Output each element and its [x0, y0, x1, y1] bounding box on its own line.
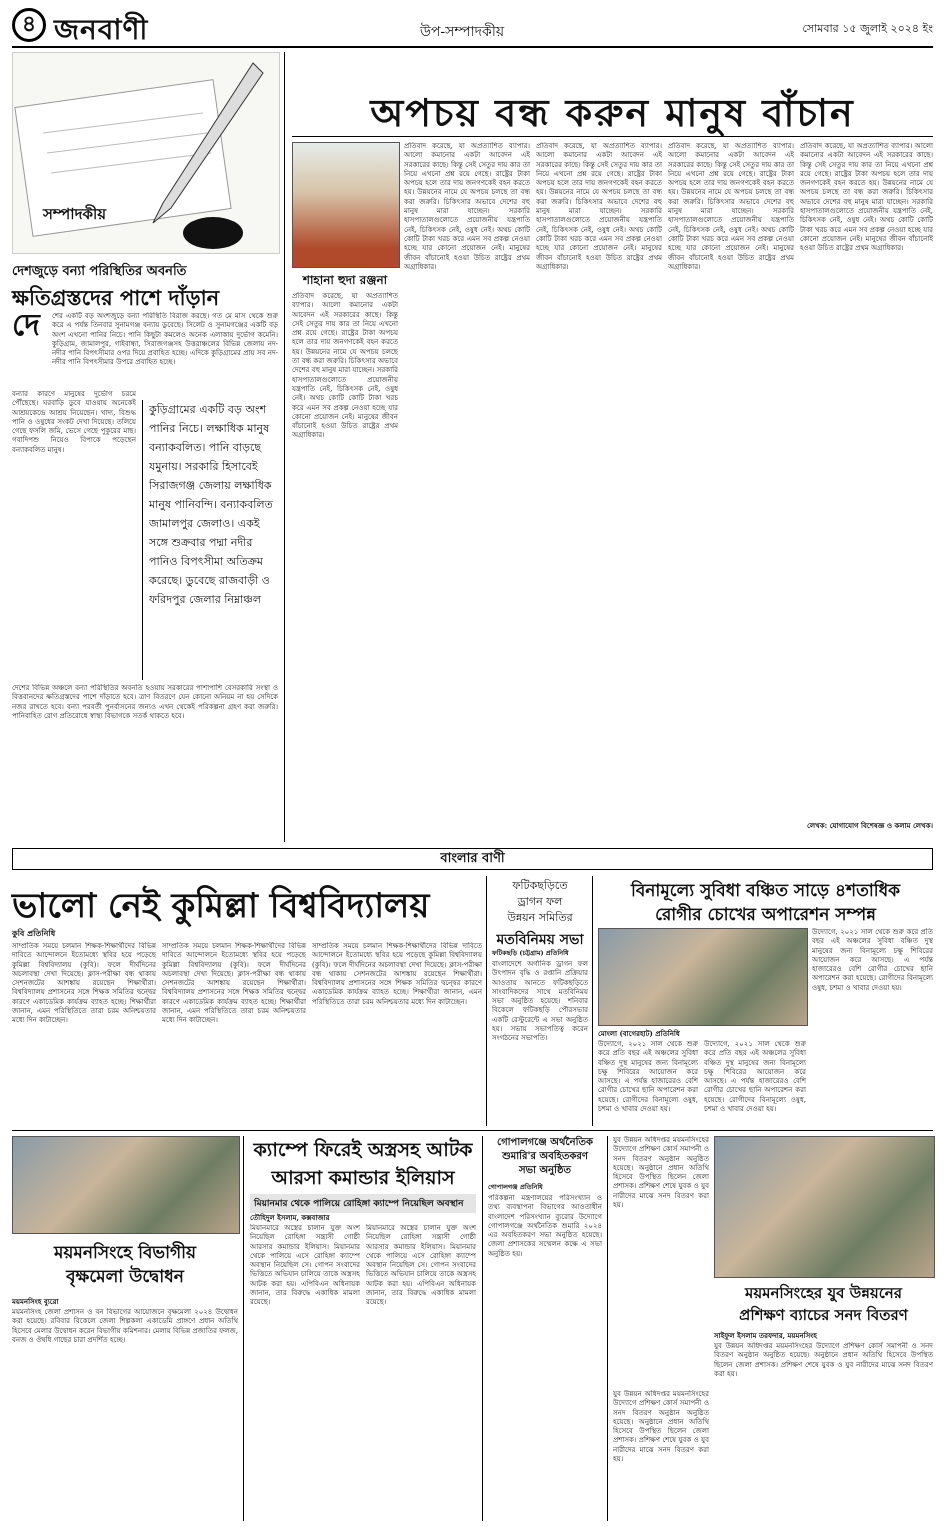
author-name: শাহানা হুদা রঞ্জনা [302, 273, 388, 287]
dragon-headline: মতবিনিময় সভা [496, 932, 584, 948]
gopalganj-headline-2: শুমারি'র অবহিতকরণ [502, 1151, 588, 1162]
comilla-col-3: সাম্প্রতিক সময়ে চলমান শিক্ষক-শিক্ষার্থীদের বিভিন্ন দাবিতে আন্দোলনে ইতোমধ্যে স্থবির হয়ে পড়েছে কুমিল্লা বিশ্ববিদ্যালয় (কুবি)। ফলে দীর্ঘদিনের অচলাবস্থা দেখা দিয়েছে। ক্লাস-পরীক্ষা বন্ধ থাকায় সেশনজটের আশঙ্কায় রয়েছেন শিক্ষার্থীরা। বিশ্ববিদ্যালয় প্রশাসনের সঙ্গে শিক্ষক সমিতির দ্বন্দ্বের কারণে একাডেমিক কার্যক্রম ব্যাহত হচ্ছে। শিক্ষার্থীরা জানান, এমন পরিস্থিতিতে তারা চরম অনিশ্চয়তার মধ্যে দিন কাটাচ্ছেন। [312, 942, 482, 1006]
arsa-byline: তৌহিদুল ইসলাম, কক্সবাজার [250, 1213, 330, 1222]
op-ed-col-4: প্রতিবাদ করেছে, যা অপ্রত্যাশিত ব্যাপার। আলো কমানোর একটা আবেদন এই সরকারের কাছে। কিন্তু সেই সেতুর দায় কার তা নিয়ে এখনো প্রশ্ন রয়ে গেছে। রাষ্ট্রের টাকা অপচয় হলে তার দায় জনগণকেই বহন করতে হয়। উন্নয়নের নামে যে অপচয় চলছে তা বন্ধ করা জরুরি। চিকিৎসার অভাবে দেশের বহু মানুষ মারা যাচ্ছেন। সরকারি হাসপাতালগুলোতে প্রয়োজনীয় যন্ত্রপাতি নেই, চিকিৎসক নেই, ওষুধ নেই। অথচ কোটি কোটি টাকা খরচ করে এমন সব প্রকল্প নেওয়া হচ্ছে যার কোনো প্রয়োজন নেই। মানুষের জীবন বাঁচানোই হওয়া উচিত রাষ্ট্রের প্রথম অগ্রাধিকার। [668, 142, 794, 271]
op-ed-col-3: প্রতিবাদ করেছে, যা অপ্রত্যাশিত ব্যাপার। আলো কমানোর একটা আবেদন এই সরকারের কাছে। কিন্তু সেই সেতুর দায় কার তা নিয়ে এখনো প্রশ্ন রয়ে গেছে। রাষ্ট্রের টাকা অপচয় হলে তার দায় জনগণকেই বহন করতে হয়। উন্নয়নের নামে যে অপচয় চলছে তা বন্ধ করা জরুরি। চিকিৎসার অভাবে দেশের বহু মানুষ মারা যাচ্ছেন। সরকারি হাসপাতালগুলোতে প্রয়োজনীয় যন্ত্রপাতি নেই, চিকিৎসক নেই, ওষুধ নেই। অথচ কোটি কোটি টাকা খরচ করে এমন সব প্রকল্প নেওয়া হচ্ছে যার কোনো প্রয়োজন নেই। মানুষের জীবন বাঁচানোই হওয়া উচিত রাষ্ট্রের প্রথম অগ্রাধিকার। [536, 142, 662, 271]
author-photo [292, 142, 400, 268]
editorial-body-left: বন্যার কারণে মানুষের দুর্ভোগ চরমে পৌঁছেছে। ঘরবাড়ি ডুবে যাওয়ায় অনেকেই আশ্রয়কেন্দ্রে আশ্রয় নিয়েছেন। খাদ্য, বিশুদ্ধ পানি ও ওষুধের সংকট দেখা দিয়েছে। তলিয়ে গেছে ফসলি জমি, ভেসে গেছে পুকুরের মাছ। গবাদিপশু নিয়েও বিপাকে পড়েছেন বন্যাকবলিত মানুষ। [12, 390, 136, 454]
page-number: ৪ [12, 8, 46, 42]
eye-camp-photo [598, 928, 808, 1026]
dragon-kicker-3: উন্নয়ন সমিতির [507, 911, 573, 924]
arsa-col-2: মিয়ানমারে অস্ত্রের চালান যুক্ত অংশ নিয়েছিল রোহিঙ্গা সন্ত্রাসী গোষ্ঠী আরসার কমান্ডার ইলিয়াস। মিয়ানমার থেকে পালিয়ে এসে রোহিঙ্গা ক্যাম্পে অবস্থান নিয়েছিল সে। গোপন সংবাদের ভিত্তিতে অভিযান চালিয়ে তাকে অস্ত্রসহ আটক করা হয়। এপিবিএন অধিনায়ক জানান, তার বিরুদ্ধে একাধিক মামলা রয়েছে। [366, 1224, 476, 1307]
eye-col-right: উদ্যোগে, ২০২১ সাল থেকে শুরু করে প্রতি বছর এই অঞ্চলের সুবিধা বঞ্চিত দুস্থ মানুষের জন্য বিনামূল্যে চক্ষু শিবিরের আয়োজন করে আসছে। এ পর্যন্ত হাজারেরও বেশি রোগীর চোখের ছানি অপারেশন করা হয়েছে। রোগীদের বিনামূল্যে ওষুধ, চশমা ও খাবার দেওয়া হয়। [812, 928, 933, 992]
section-rule [12, 1130, 933, 1131]
eye-headline-1: বিনামূল্যে সুবিধা বঞ্চিত সাড়ে ৪শতাধিক [630, 881, 901, 901]
gopalganj-headline [488, 1136, 602, 1178]
tree-fair-body: ময়মনসিংহ জেলা প্রশাসন ও বন বিভাগের আয়োজনে বৃক্ষমেলা ২০২৪ উদ্বোধন করা হয়েছে। রবিবার বিকেলে জেলা শিল্পকলা একাডেমি প্রাঙ্গণে প্রধান অতিথি হিসেবে মেলার উদ্বোধন করেন বিভাগীয় কমিশনার। মেলায় বিভিন্ন প্রজাতির ফলজ, বনজ ও ঔষধি গাছের চারা প্রদর্শিত হচ্ছে। [12, 1308, 238, 1344]
op-ed-col-1: প্রতিবাদ করেছে, যা অপ্রত্যাশিত ব্যাপার। আলো কমানোর একটা আবেদন এই সরকারের কাছে। কিন্তু সেই সেতুর দায় কার তা নিয়ে এখনো প্রশ্ন রয়ে গেছে। রাষ্ট্রের টাকা অপচয় হলে তার দায় জনগণকেই বহন করতে হয়। উন্নয়নের নামে যে অপচয় চলছে তা বন্ধ করা জরুরি। চিকিৎসার অভাবে দেশের বহু মানুষ মারা যাচ্ছেন। সরকারি হাসপাতালগুলোতে প্রয়োজনীয় যন্ত্রপাতি নেই, চিকিৎসক নেই, ওষুধ নেই। অথচ কোটি কোটি টাকা খরচ করে এমন সব প্রকল্প নেওয়া হচ্ছে যার কোনো প্রয়োজন নেই। মানুষের জীবন বাঁচানোই হওয়া উচিত রাষ্ট্রের প্রথম অগ্রাধিকার। [292, 292, 398, 440]
column-divider [592, 876, 593, 1126]
op-ed-rule [292, 136, 933, 137]
youth-headline-2: প্রশিক্ষণ ব্যাচের সনদ বিতরণ [739, 1306, 908, 1324]
eye-photo-caption: মোংলা (বাগেরহাট) প্রতিনিধি [598, 1029, 680, 1038]
column-divider [482, 1136, 483, 1521]
youth-byline: সাইফুল ইসলাম তরফদার, ময়মনসিংহ [714, 1331, 817, 1340]
youth-col-left: যুব উন্নয়ন অধিদপ্তর ময়মনসিংহের উদ্যোগে প্রশিক্ষণ কোর্স সমাপনী ও সনদ বিতরণ অনুষ্ঠান অনুষ্ঠিত হয়েছে। অনুষ্ঠানে প্রধান অতিথি হিসেবে উপস্থিত ছিলেন জেলা প্রশাসক। প্রশিক্ষণ শেষে যুবক ও যুব নারীদের মাঝে সনদ বিতরণ করা হয়। [613, 1136, 709, 1210]
dragon-kicker-2: ড্রাগন ফল [517, 895, 563, 908]
arsa-headline-1: ক্যাম্পে ফিরেই অস্ত্রসহ আটক [253, 1139, 473, 1161]
band-title: বাংলার বাণী [440, 851, 505, 866]
gopalganj-body: পরিকল্পনা মন্ত্রণালয়ের পরিসংখ্যান ও তথ্য ব্যবস্থাপনা বিভাগের আওতাধীন বাংলাদেশ পরিসংখ্যান ব্যুরোর উদ্যোগে গোপালগঞ্জে অর্থনৈতিক শুমারি ২০২৪ এর অবহিতকরণ সভা অনুষ্ঠিত হয়েছে। জেলা প্রশাসকের সম্মেলন কক্ষে এ সভা অনুষ্ঠিত হয়। [488, 1194, 602, 1258]
op-ed-headline: অপচয় বন্ধ করুন মানুষ বাঁচান [370, 90, 855, 135]
op-ed-footer: লেখক: যোগাযোগ বিশেষজ্ঞ ও কলাম লেখক। [807, 821, 933, 830]
gopalganj-byline: গোপালগঞ্জ প্রতিনিধি [488, 1183, 543, 1191]
dragon-byline: ফটিকছড়ি (চট্টগ্রাম) প্রতিনিধি [492, 949, 569, 957]
section-title: উপ-সম্পাদকীয় [420, 24, 505, 40]
column-divider [486, 876, 487, 1126]
youth-photo [714, 1136, 935, 1278]
editorial-label: সম্পাদকীয় [43, 205, 107, 223]
comilla-col-1: সাম্প্রতিক সময়ে চলমান শিক্ষক-শিক্ষার্থীদের বিভিন্ন দাবিতে আন্দোলনে ইতোমধ্যে স্থবির হয়ে পড়েছে কুমিল্লা বিশ্ববিদ্যালয় (কুবি)। ফলে দীর্ঘদিনের অচলাবস্থা দেখা দিয়েছে। ক্লাস-পরীক্ষা বন্ধ থাকায় সেশনজটের আশঙ্কায় রয়েছেন শিক্ষার্থীরা। বিশ্ববিদ্যালয় প্রশাসনের সঙ্গে শিক্ষক সমিতির দ্বন্দ্বের কারণে একাডেমিক কার্যক্রম ব্যাহত হচ্ছে। শিক্ষার্থীরা জানান, এমন পরিস্থিতিতে তারা চরম অনিশ্চয়তার মধ্যে দিন কাটাচ্ছেন। [12, 942, 156, 1025]
column-divider [607, 1136, 608, 1521]
dragon-body: বাংলাদেশে অর্গানিক ড্রাগন ফল উৎপাদন বৃদ্ধি ও রপ্তানি প্রক্রিয়ার আওতায় আনতে ফটিকছড়িতে সাংবাদিকদের সাথে মতবিনিময় সভা অনুষ্ঠিত হয়েছে। শনিবার বিকেলে ফটিকছড়ি পৌরসভার একটি রেস্টুরেন্টে এ সভা অনুষ্ঠিত হয়। সভায় সভাপতিত্ব করেন সংগঠনের সভাপতি। [492, 960, 588, 1043]
tree-fair-photo [12, 1136, 240, 1234]
tree-fair-headline-2: বৃক্ষমেলা উদ্বোধন [66, 1267, 184, 1287]
editorial-title: ক্ষতিগ্রস্তদের পাশে দাঁড়ান [12, 285, 220, 310]
section-band [12, 848, 933, 870]
op-ed-col-5: প্রতিবাদ করেছে, যা অপ্রত্যাশিত ব্যাপার। আলো কমানোর একটা আবেদন এই সরকারের কাছে। কিন্তু সেই সেতুর দায় কার তা নিয়ে এখনো প্রশ্ন রয়ে গেছে। রাষ্ট্রের টাকা অপচয় হলে তার দায় জনগণকেই বহন করতে হয়। উন্নয়নের নামে যে অপচয় চলছে তা বন্ধ করা জরুরি। চিকিৎসার অভাবে দেশের বহু মানুষ মারা যাচ্ছেন। সরকারি হাসপাতালগুলোতে প্রয়োজনীয় যন্ত্রপাতি নেই, চিকিৎসক নেই, ওষুধ নেই। অথচ কোটি কোটি টাকা খরচ করে এমন সব প্রকল্প নেওয়া হচ্ছে যার কোনো প্রয়োজন নেই। মানুষের জীবন বাঁচানোই হওয়া উচিত রাষ্ট্রের প্রথম অগ্রাধিকার। [800, 142, 933, 253]
editorial-body-bottom: দেশের বিভিন্ন অঞ্চলে বন্যা পরিস্থিতির অবনতি হওয়ায় সরকারের পাশাপাশি বেসরকারি সংস্থা ও বিত্তবানদের ক্ষতিগ্রস্তদের পাশে দাঁড়াতে হবে। ত্রাণ বিতরণে যেন কোনো অনিয়ম না হয় সেদিকে নজর রাখতে হবে। বন্যা পরবর্তী পুনর্বাসনের জন্যও এখন থেকেই পরিকল্পনা গ্রহণ করা জরুরি। পানিবাহিত রোগ প্রতিরোধে স্বাস্থ্য বিভাগকে সতর্ক থাকতে হবে। [12, 684, 278, 720]
editorial-headline: দেশজুড়ে বন্যা পরিস্থিতির অবনতি [12, 264, 187, 279]
column-divider [284, 52, 285, 842]
logo: জনবাণী [54, 13, 149, 46]
dragon-kicker [492, 878, 588, 926]
eye-col-1: উদ্যোগে, ২০২১ সাল থেকে শুরু করে প্রতি বছর এই অঞ্চলের সুবিধা বঞ্চিত দুস্থ মানুষের জন্য বিনামূল্যে চক্ষু শিবিরের আয়োজন করে আসছে। এ পর্যন্ত হাজারেরও বেশি রোগীর চোখের ছানি অপারেশন করা হয়েছে। রোগীদের বিনামূল্যে ওষুধ, চশমা ও খাবার দেওয়া হয়। [598, 1040, 698, 1114]
youth-col-left-bottom: যুব উন্নয়ন অধিদপ্তর ময়মনসিংহের উদ্যোগে প্রশিক্ষণ কোর্স সমাপনী ও সনদ বিতরণ অনুষ্ঠান অনুষ্ঠিত হয়েছে। অনুষ্ঠানে প্রধান অতিথি হিসেবে উপস্থিত ছিলেন জেলা প্রশাসক। প্রশিক্ষণ শেষে যুবক ও যুব নারীদের মাঝে সনদ বিতরণ করা হয়। [613, 1390, 709, 1464]
tree-fair-byline: ময়মনসিংহ ব্যুরো [12, 1297, 59, 1306]
editorial-illustration [12, 52, 280, 254]
eye-col-2: উদ্যোগে, ২০২১ সাল থেকে শুরু করে প্রতি বছর এই অঞ্চলের সুবিধা বঞ্চিত দুস্থ মানুষের জন্য বিনামূল্যে চক্ষু শিবিরের আয়োজন করে আসছে। এ পর্যন্ত হাজারেরও বেশি রোগীর চোখের ছানি অপারেশন করা হয়েছে। রোগীদের বিনামূল্যে ওষুধ, চশমা ও খাবার দেওয়া হয়। [704, 1040, 806, 1114]
tree-fair-headline-1: ময়মনসিংহে বিভাগীয় [53, 1243, 197, 1263]
youth-headline-1: ময়মনসিংহের যুব উন্নয়নের [744, 1284, 902, 1302]
arsa-subhead: মিয়ানমার থেকে পালিয়ে রোহিঙ্গা ক্যাম্পে নিয়েছিল অবস্থান [250, 1194, 476, 1213]
comilla-headline: ভালো নেই কুমিল্লা বিশ্ববিদ্যালয় [12, 886, 430, 926]
column-divider [243, 1136, 244, 1521]
masthead-rule [12, 46, 933, 48]
arsa-headline-2: আরসা কমান্ডার ইলিয়াস [271, 1167, 455, 1189]
editorial-body-top: শের একটি বড় অংশজুড়ে বন্যা পরিস্থিতি বিরাজ করছে। গত মে মাস থেকে শুরু করে এ পর্যন্ত তিনবার সুনামগঞ্জ বন্যায় ডুবেছে। সিলেট ও সুনামগঞ্জের একটি বড় অংশ এখনো পানির নিচে। পানি কিছুটা কমলেও অনেক এলাকায় দুর্ভোগ কমেনি। কুড়িগ্রাম, জামালপুর, গাইবান্ধা, সিরাজগঞ্জসহ উত্তরাঞ্চলের বিভিন্ন জেলায় নদ-নদীর পানি বিপৎসীমার ওপর দিয়ে প্রবাহিত হচ্ছে। এদিকে কুড়িগ্রামের প্রায় সব নদ-নদীর পানি বিপৎসীমার উপরে প্রবাহিত হচ্ছে। [52, 312, 278, 367]
op-ed-col-2: প্রতিবাদ করেছে, যা অপ্রত্যাশিত ব্যাপার। আলো কমানোর একটা আবেদন এই সরকারের কাছে। কিন্তু সেই সেতুর দায় কার তা নিয়ে এখনো প্রশ্ন রয়ে গেছে। রাষ্ট্রের টাকা অপচয় হলে তার দায় জনগণকেই বহন করতে হয়। উন্নয়নের নামে যে অপচয় চলছে তা বন্ধ করা জরুরি। চিকিৎসার অভাবে দেশের বহু মানুষ মারা যাচ্ছেন। সরকারি হাসপাতালগুলোতে প্রয়োজনীয় যন্ত্রপাতি নেই, চিকিৎসক নেই, ওষুধ নেই। অথচ কোটি কোটি টাকা খরচ করে এমন সব প্রকল্প নেওয়া হচ্ছে যার কোনো প্রয়োজন নেই। মানুষের জীবন বাঁচানোই হওয়া উচিত রাষ্ট্রের প্রথম অগ্রাধিকার। [404, 142, 530, 271]
arsa-col-1: মিয়ানমারে অস্ত্রের চালান যুক্ত অংশ নিয়েছিল রোহিঙ্গা সন্ত্রাসী গোষ্ঠী আরসার কমান্ডার ইলিয়াস। মিয়ানমার থেকে পালিয়ে এসে রোহিঙ্গা ক্যাম্পে অবস্থান নিয়েছিল সে। গোপন সংবাদের ভিত্তিতে অভিযান চালিয়ে তাকে অস্ত্রসহ আটক করা হয়। এপিবিএন অধিনায়ক জানান, তার বিরুদ্ধে একাধিক মামলা রয়েছে। [250, 1224, 360, 1307]
editorial-pullquote: কুড়িগ্রামের একটি বড় অংশ পানির নিচে। লক্ষাধিক মানুষ বন্যাকবলিত। পানি বাড়ছে যমুনায়। সরকারি হিসাবেই সিরাজগঞ্জ জেলায় লক্ষাধিক মানুষ পানিবন্দি। বন্যাকবলিত জামালপুর জেলাও। একই সঙ্গে শুক্রবার পদ্মা নদীর পানিও বিপৎসীমা অতিক্রম করেছে। ডুবেছে রাজবাড়ী ও ফরিদপুর জেলার নিম্নাঞ্চল [142, 400, 278, 680]
dragon-kicker-1: ফটিকছড়িতে [512, 879, 568, 892]
gopalganj-headline-3: সভা অনুষ্ঠিত [519, 1165, 571, 1176]
masthead [12, 8, 933, 44]
comilla-byline: কুবি প্রতিনিধি [12, 928, 56, 938]
eye-headline-2: রোগীর চোখের অপারেশন সম্পন্ন [655, 905, 876, 925]
comilla-col-2: সাম্প্রতিক সময়ে চলমান শিক্ষক-শিক্ষার্থীদের বিভিন্ন দাবিতে আন্দোলনে ইতোমধ্যে স্থবির হয়ে পড়েছে কুমিল্লা বিশ্ববিদ্যালয় (কুবি)। ফলে দীর্ঘদিনের অচলাবস্থা দেখা দিয়েছে। ক্লাস-পরীক্ষা বন্ধ থাকায় সেশনজটের আশঙ্কায় রয়েছেন শিক্ষার্থীরা। বিশ্ববিদ্যালয় প্রশাসনের সঙ্গে শিক্ষক সমিতির দ্বন্দ্বের কারণে একাডেমিক কার্যক্রম ব্যাহত হচ্ছে। শিক্ষার্থীরা জানান, এমন পরিস্থিতিতে তারা চরম অনিশ্চয়তার মধ্যে দিন কাটাচ্ছেন। [162, 942, 306, 1025]
drop-cap: দে [12, 308, 40, 343]
date-line: সোমবার ১৫ জুলাই ২০২৪ ইং [802, 22, 933, 35]
gopalganj-headline-1: গোপালগঞ্জে অর্থনৈতিক [497, 1137, 593, 1148]
youth-body: যুব উন্নয়ন অধিদপ্তর ময়মনসিংহের উদ্যোগে প্রশিক্ষণ কোর্স সমাপনী ও সনদ বিতরণ অনুষ্ঠান অনুষ্ঠিত হয়েছে। অনুষ্ঠানে প্রধান অতিথি হিসেবে উপস্থিত ছিলেন জেলা প্রশাসক। প্রশিক্ষণ শেষে যুবক ও যুব নারীদের মাঝে সনদ বিতরণ করা হয়। [714, 1342, 933, 1378]
